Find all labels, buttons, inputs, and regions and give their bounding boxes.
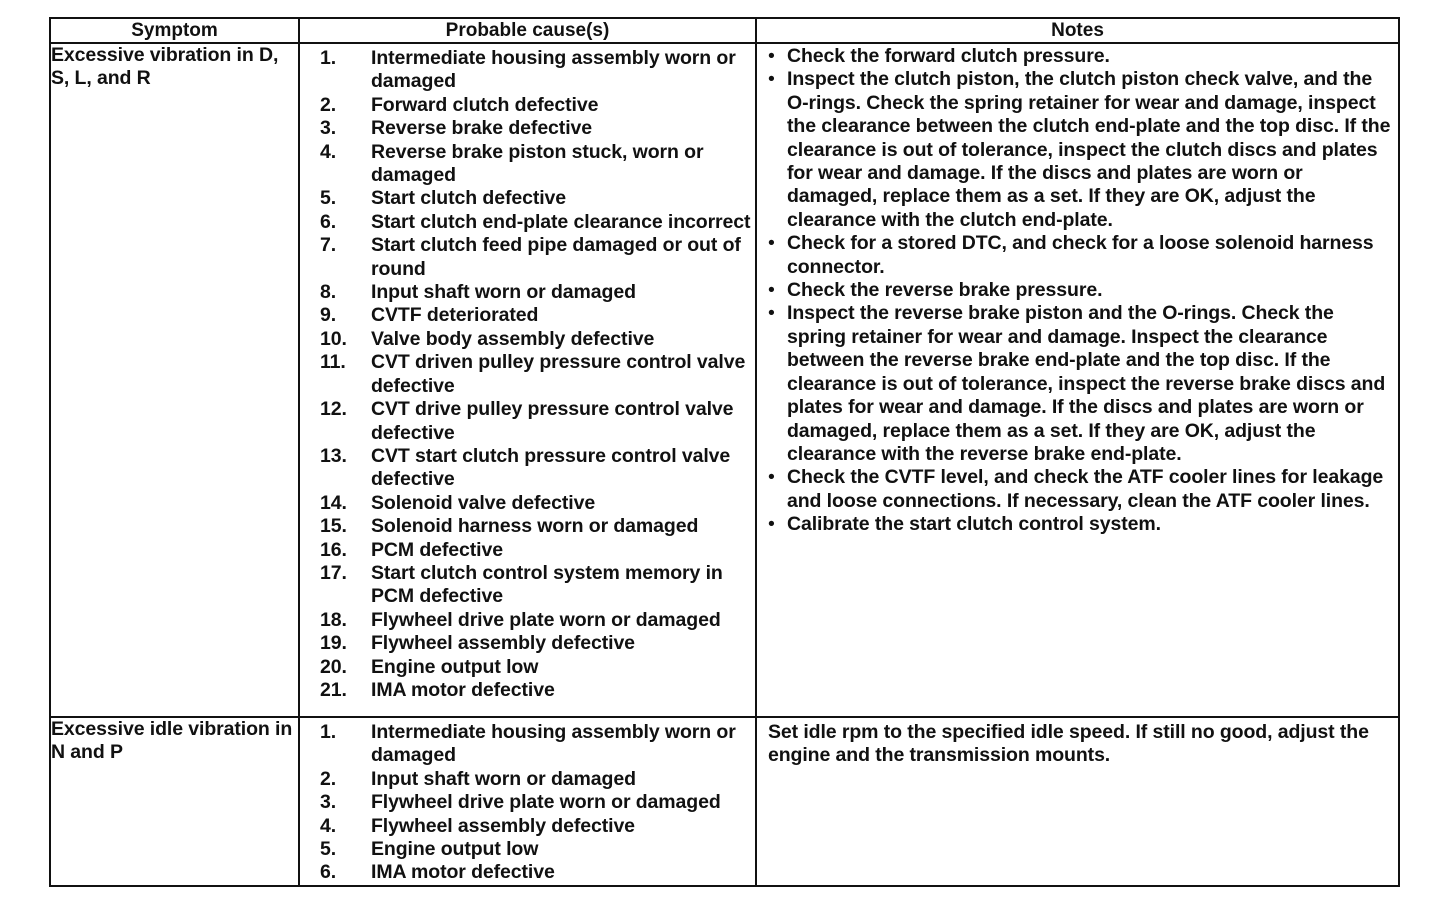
cause-number: 3. — [320, 791, 337, 814]
header-probable-causes: Probable cause(s) — [299, 18, 756, 43]
cause-number: 5. — [320, 838, 337, 861]
note-item: • Inspect the clutch piston, the clutch piston check valve, and the O-rings. Check the spring retainer for wear and damage, inspect the clearance between the clutch end-plate and the top disc. If the clearance is out of tolerance, inspect the clutch discs and plates for wear and damage. If the discs and plates are worn or damaged, replace them as a set. If they are OK, adjust the clearance with the clutch end-plate. — [787, 68, 1392, 232]
cause-item — [300, 562, 755, 609]
cause-item — [300, 838, 755, 861]
cause-number: 4. — [320, 814, 337, 837]
cause-item — [300, 656, 755, 679]
cause-item — [300, 609, 755, 632]
cause-text: Engine output low — [371, 838, 539, 861]
cause-item — [300, 721, 755, 768]
cause-text: Reverse brake defective — [371, 117, 593, 140]
causes-cell — [299, 717, 756, 886]
cause-text: Solenoid harness worn or damaged — [371, 515, 699, 538]
causes-list — [300, 718, 755, 885]
cause-item — [300, 328, 755, 351]
cause-item — [300, 768, 755, 791]
symptom-cell: Excessive vibration in D, S, L, and R — [50, 43, 299, 717]
cause-item — [300, 211, 755, 234]
cause-number: 18. — [320, 608, 347, 631]
cause-text: Start clutch defective — [371, 187, 567, 210]
cause-item — [300, 398, 755, 445]
cause-number: 21. — [320, 678, 347, 701]
cause-number: 1. — [320, 47, 337, 69]
cause-text: Flywheel assembly defective — [371, 632, 635, 655]
cause-item — [300, 47, 755, 94]
cause-text: CVT start clutch pressure control valve defective — [371, 444, 731, 491]
notes-cell — [756, 43, 1399, 717]
note-item: • Check the reverse brake pressure. — [787, 279, 1392, 302]
cause-number: 19. — [320, 632, 347, 655]
cause-text: IMA motor defective — [371, 678, 555, 701]
note-item: • Check the CVTF level, and check the ATF cooler lines for leakage and loose connections. If necessary, clean the ATF cooler lines. — [787, 466, 1392, 513]
cause-number: 17. — [320, 561, 347, 584]
cause-text: Intermediate housing assembly worn or damaged — [371, 47, 736, 93]
cause-item — [300, 791, 755, 814]
note-item: • Check for a stored DTC, and check for a loose solenoid harness connector. — [787, 232, 1392, 279]
cause-number: 15. — [320, 515, 347, 538]
cause-text: Valve body assembly defective — [371, 327, 655, 350]
cause-number: 2. — [320, 93, 337, 116]
cause-item — [300, 632, 755, 655]
note-text: Set idle rpm to the specified idle speed. If still no good, adjust the engine and the transmission mounts. — [768, 721, 1369, 767]
cause-item — [300, 94, 755, 117]
cause-text: IMA motor defective — [371, 861, 555, 884]
cause-item — [300, 515, 755, 538]
cause-number: 2. — [320, 767, 337, 790]
causes-list — [300, 44, 755, 702]
symptom-cell: Excessive idle vibration in N and P — [50, 717, 299, 886]
header-row — [50, 18, 1399, 43]
cause-number: 8. — [320, 281, 337, 304]
cause-number: 1. — [320, 721, 337, 743]
cause-number: 4. — [320, 140, 337, 163]
cause-text: PCM defective — [371, 538, 503, 561]
cause-text: Flywheel drive plate worn or damaged — [371, 791, 721, 814]
cause-text: Input shaft worn or damaged — [371, 281, 636, 304]
cause-text: Input shaft worn or damaged — [371, 767, 636, 790]
cause-number: 7. — [320, 234, 337, 257]
cause-number: 3. — [320, 117, 337, 140]
cause-text: Reverse brake piston stuck, worn or damaged — [371, 140, 704, 187]
cause-item — [300, 492, 755, 515]
cause-text: CVT driven pulley pressure control valve defective — [371, 351, 746, 397]
cause-item — [300, 861, 755, 884]
cause-item — [300, 351, 755, 398]
note-item: • Check the forward clutch pressure. — [787, 45, 1392, 68]
cause-text: Flywheel drive plate worn or damaged — [371, 608, 721, 631]
cause-number: 16. — [320, 538, 347, 561]
cause-item — [300, 234, 755, 281]
cause-text: Solenoid valve defective — [371, 491, 596, 514]
cause-item — [300, 141, 755, 188]
header-symptom: Symptom — [50, 18, 299, 43]
cause-number: 5. — [320, 187, 337, 210]
cause-number: 12. — [320, 398, 347, 421]
cause-item — [300, 679, 755, 702]
notes-cell — [756, 717, 1399, 886]
cause-number: 14. — [320, 491, 347, 514]
cause-text: Start clutch feed pipe damaged or out of round — [371, 234, 741, 280]
cause-item — [300, 281, 755, 304]
note-item: • Calibrate the start clutch control system. — [787, 513, 1392, 536]
cause-text: Start clutch control system memory in PCM defective — [371, 561, 723, 608]
cause-number: 6. — [320, 210, 337, 233]
cause-item — [300, 304, 755, 327]
cause-number: 10. — [320, 327, 347, 350]
cause-item — [300, 445, 755, 492]
cause-item — [300, 117, 755, 140]
cause-number: 11. — [320, 351, 346, 374]
table-row — [50, 717, 1399, 886]
cause-text: CVT drive pulley pressure control valve defective — [371, 398, 734, 444]
cause-number: 13. — [320, 444, 347, 467]
notes-list — [757, 44, 1398, 537]
cause-item — [300, 539, 755, 562]
cause-item — [300, 815, 755, 838]
header-notes: Notes — [756, 18, 1399, 43]
cause-text: Start clutch end-plate clearance incorrect — [371, 210, 751, 233]
cause-text: Intermediate housing assembly worn or damaged — [371, 721, 736, 767]
cause-text: CVTF deteriorated — [371, 304, 539, 327]
cause-text: Engine output low — [371, 655, 539, 678]
table-row — [50, 43, 1399, 717]
cause-number: 9. — [320, 304, 337, 327]
cause-text: Flywheel assembly defective — [371, 814, 635, 837]
cause-text: Forward clutch defective — [371, 93, 599, 116]
note-item: • Inspect the reverse brake piston and the O-rings. Check the spring retainer for wear and damage. Inspect the clearance between the reverse brake end-plate and the top disc. If the clearance is out of tolerance, inspect the reverse brake discs and plates for wear and damage. If the discs and plates are worn or damaged, replace them as a set. If they are OK, adjust the clearance with the reverse brake end-plate. — [787, 302, 1392, 466]
cause-number: 20. — [320, 655, 347, 678]
causes-cell — [299, 43, 756, 717]
cause-number: 6. — [320, 861, 337, 884]
troubleshooting-table — [49, 17, 1400, 887]
cause-item — [300, 187, 755, 210]
